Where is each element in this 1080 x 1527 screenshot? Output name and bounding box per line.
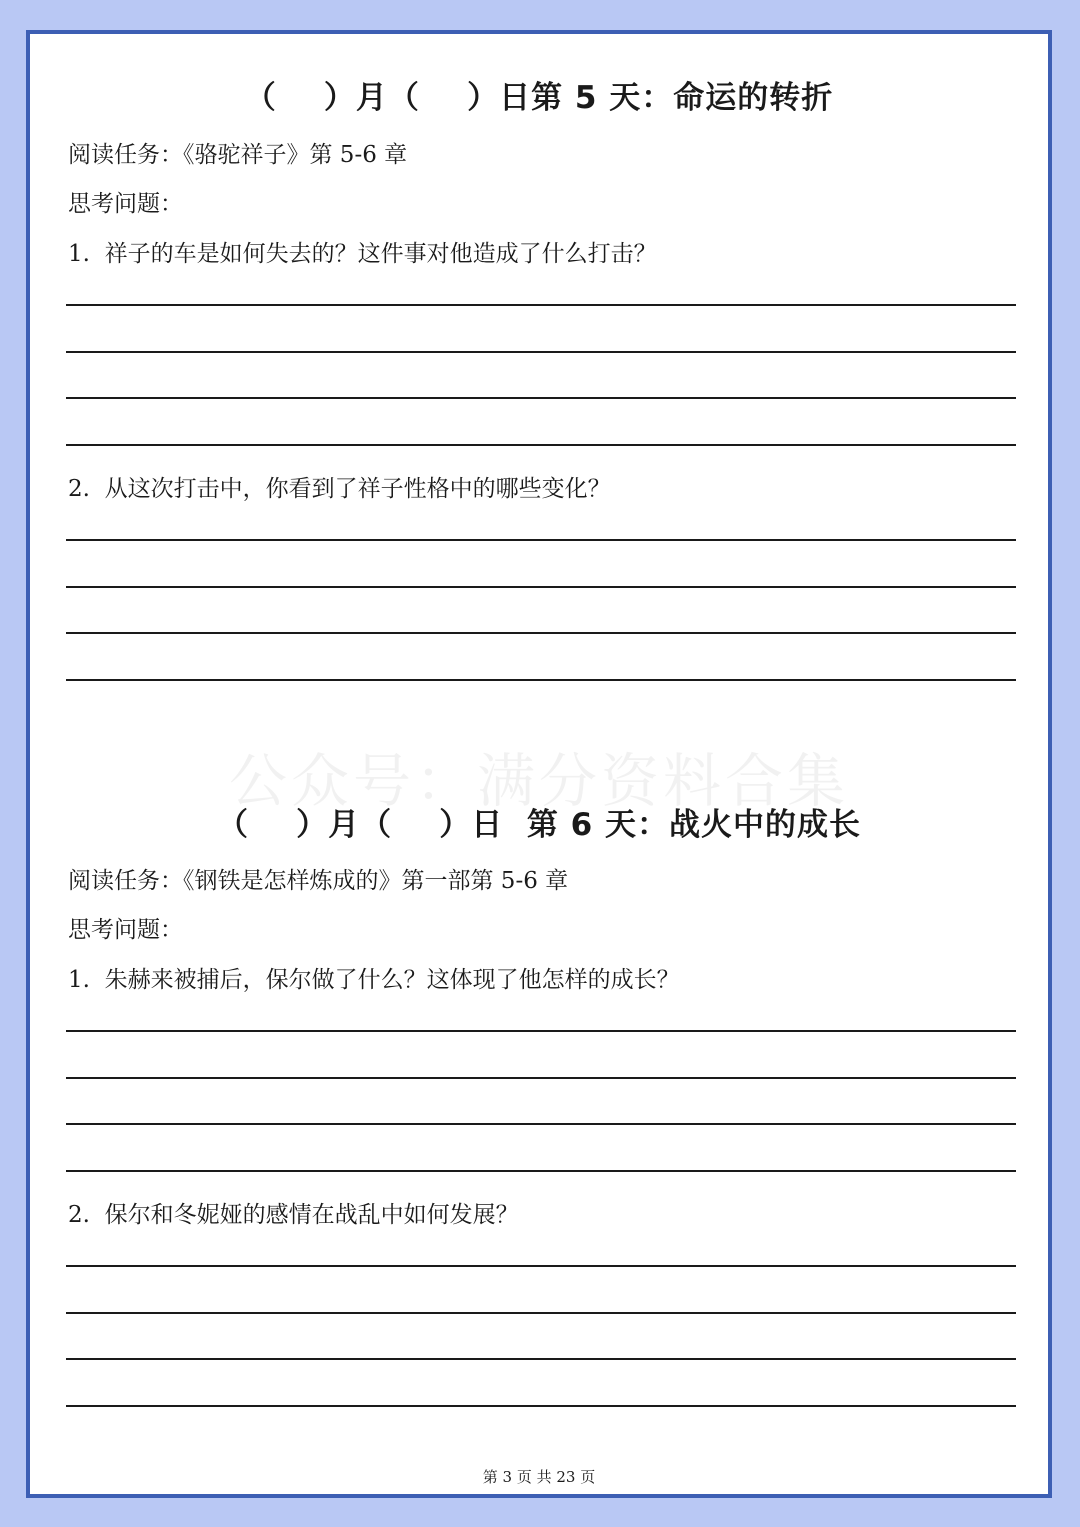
- answer-line[interactable]: [66, 1312, 1016, 1314]
- answer-line[interactable]: [66, 1077, 1016, 1079]
- day6-question-1: 1. 朱赫来被捕后，保尔做了什么？这体现了他怎样的成长？: [68, 967, 680, 993]
- day5-questions-label: 思考问题：: [68, 191, 183, 217]
- day5-question-2: 2. 从这次打击中，你看到了祥子性格中的哪些变化？: [68, 476, 611, 502]
- answer-line[interactable]: [66, 1030, 1016, 1032]
- day5-reading-task: 阅读任务：《骆驼祥子》第 5-6 章: [68, 142, 408, 168]
- day6-questions-label: 思考问题：: [68, 917, 183, 943]
- day6-question-2: 2. 保尔和冬妮娅的感情在战乱中如何发展？: [68, 1202, 519, 1228]
- day5-question-1: 1. 祥子的车是如何失去的？这件事对他造成了什么打击？: [68, 241, 657, 267]
- answer-line[interactable]: [66, 1405, 1016, 1407]
- answer-line[interactable]: [66, 539, 1016, 541]
- answer-line[interactable]: [66, 1358, 1016, 1360]
- worksheet-page: [26, 30, 1052, 1498]
- watermark: 公众号：满分资料合集: [228, 747, 849, 815]
- answer-line[interactable]: [66, 1123, 1016, 1125]
- answer-line[interactable]: [66, 444, 1016, 446]
- answer-line[interactable]: [66, 304, 1016, 306]
- answer-line[interactable]: [66, 586, 1016, 588]
- answer-line[interactable]: [66, 1170, 1016, 1172]
- day6-title: （ ）月（ ）日 第 6 天：战火中的成长: [216, 807, 862, 843]
- answer-line[interactable]: [66, 1265, 1016, 1267]
- answer-line[interactable]: [66, 351, 1016, 353]
- page-footer: 第 3 页 共 23 页: [482, 1468, 596, 1486]
- answer-line[interactable]: [66, 679, 1016, 681]
- answer-line[interactable]: [66, 397, 1016, 399]
- day5-title: （ ）月（ ）日第 5 天：命运的转折: [244, 80, 834, 116]
- answer-line[interactable]: [66, 632, 1016, 634]
- day6-reading-task: 阅读任务：《钢铁是怎样炼成的》第一部第 5-6 章: [68, 868, 569, 894]
